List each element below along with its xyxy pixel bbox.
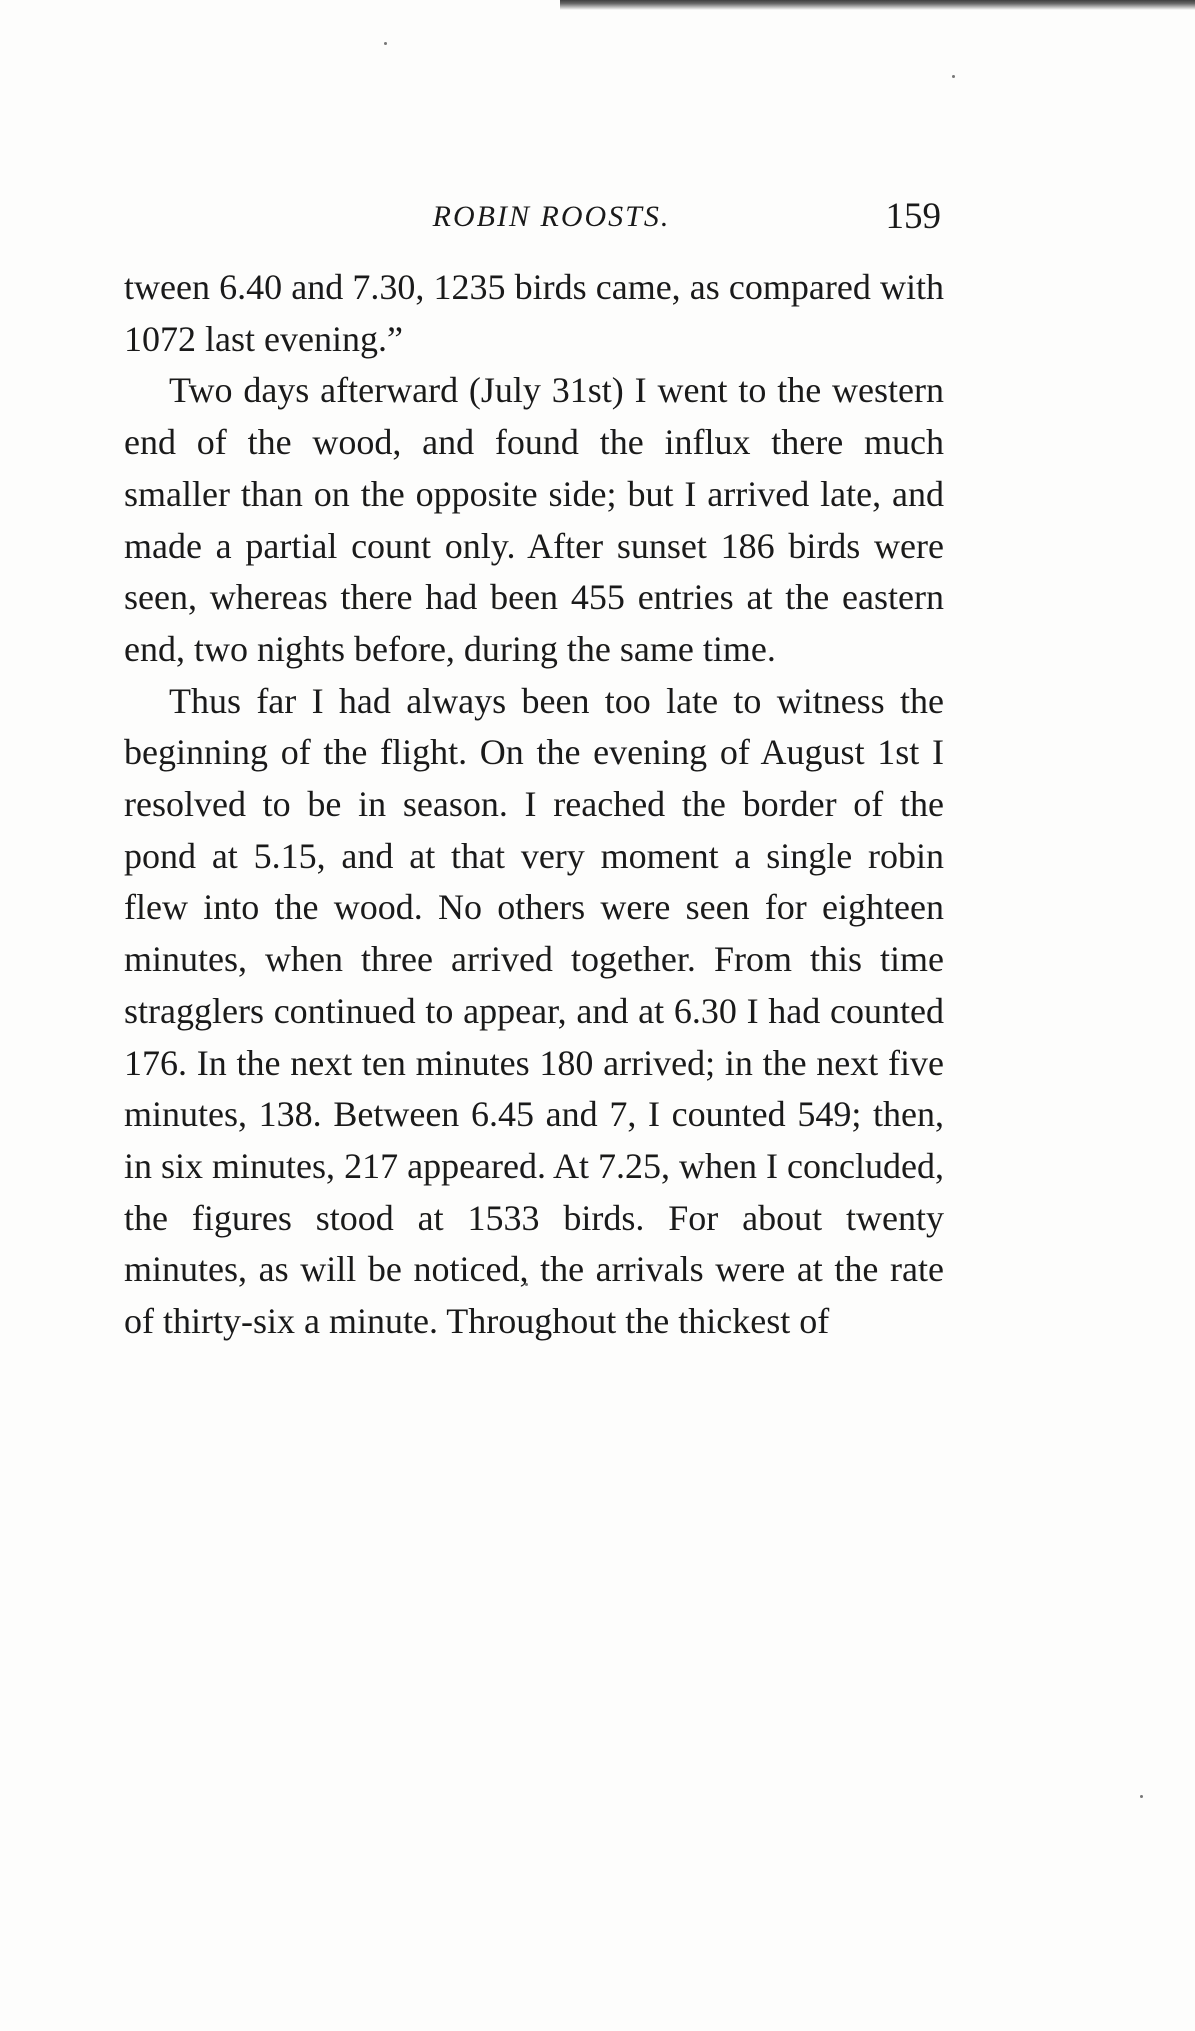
running-head-title: ROBIN ROOSTS.: [432, 200, 671, 233]
body-text: [124, 262, 944, 1348]
running-head: [130, 192, 945, 242]
page-number: 159: [885, 196, 941, 237]
paragraph-1: tween 6.40 and 7.30, 1235 birds came, as compared with 1072 last evening.”: [124, 267, 944, 359]
paper-speck: [952, 75, 955, 78]
page-top-edge-shadow: [560, 0, 1195, 10]
paragraph-2: Two days afterward (July 31st) I went to the western end of the wood, and found the influx there much smaller than on the opposite side; but I arrived late, and made a partial count only. After sunset 186 birds were seen, whereas there had been 455 entries at the eastern end, two nights before, during the same time.: [124, 370, 944, 669]
paper-speck: [384, 42, 387, 45]
paper-speck: [1140, 1795, 1143, 1798]
paragraph-3: Thus far I had always been too late to witness the beginning of the flight. On the evening of August 1st I resolved to be in season. I reached the border of the pond at 5.15, and at that very moment a single robin flew into the wood. No others were seen for eighteen minutes, when three arrived together. From this time stragglers continued to appear, and at 6.30 I had counted 176. In the next ten minutes 180 arrived; in the next five minutes, 138. Between 6.45 and 7, I counted 549; then, in six minutes, 217 appeared. At 7.25, when I concluded, the figures stood at 1533 birds. For about twenty minutes, as will be noticed, the arrivals were at the rate of thirty-six a minute. Throughout the thickest of: [124, 680, 944, 1342]
